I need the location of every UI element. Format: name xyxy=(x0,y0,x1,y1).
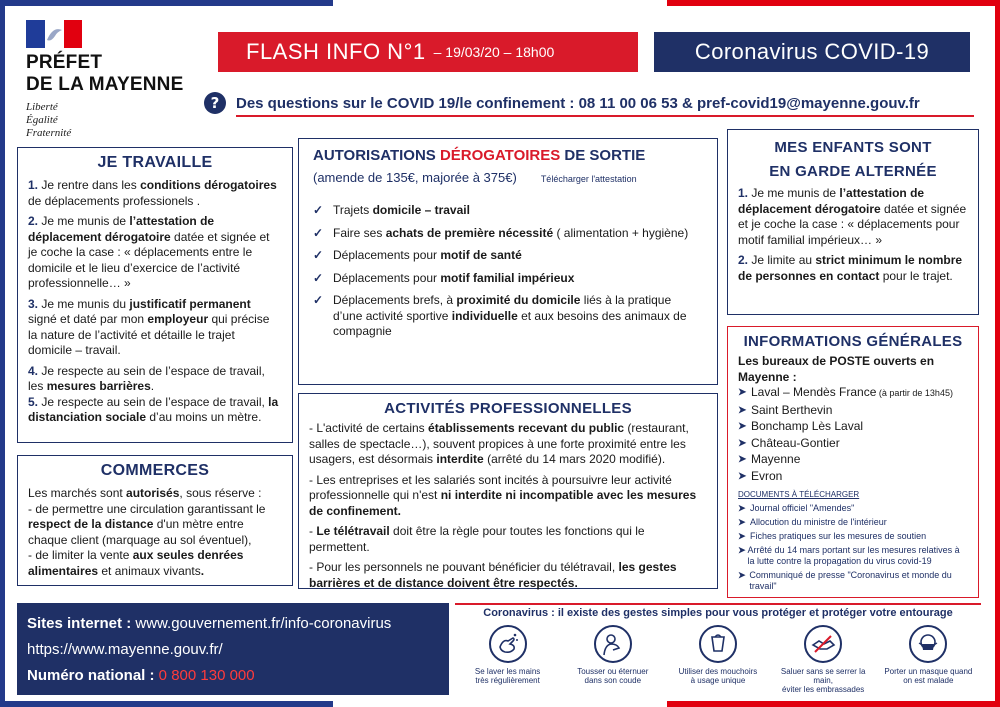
gestes-title: Coronavirus : il existe des gestes simples pour vous protéger et protéger votre entourage xyxy=(483,607,953,619)
checkmark-icon: ✓ xyxy=(313,225,324,240)
document-link[interactable]: ➤ Arrêté du 14 mars portant sur les mesures relatives à la lutte contre la propagation du virus covid-19 xyxy=(738,545,960,566)
list-item: ✓ Déplacements pour motif familial impérieux xyxy=(313,270,575,285)
list-item: ➤ Bonchamp Lès Laval xyxy=(738,419,864,433)
geste-caption: Saluer sans se serrer la main, éviter les embrassades xyxy=(780,667,866,694)
sites-line-1: Sites internet : www.gouvernement.fr/info-coronavirus xyxy=(27,615,392,632)
numero-national-line: Numéro national : 0 800 130 000 xyxy=(27,667,255,684)
activites-title: ACTIVITÉS PROFESSIONNELLES xyxy=(384,400,632,417)
document-link[interactable]: ➤ Communiqué de presse "Coronavirus et monde du travail" xyxy=(738,570,952,591)
travail-item-3: 3. Je me munis du justificatif permanent signé et daté par mon employeur qui précise la nature de l’activité et détaille le trajet domicile – travail. xyxy=(28,296,270,357)
arrow-icon: ➤ xyxy=(738,454,747,465)
marianne-flag-icon xyxy=(26,20,82,48)
question-text: Des questions sur le COVID 19/le confinement : 08 11 00 06 53 & pref-covid19@mayenne.gouv.fr xyxy=(236,94,920,112)
informations-title: INFORMATIONS GÉNÉRALES xyxy=(743,333,963,350)
checkmark-icon: ✓ xyxy=(313,293,324,307)
activites-text xyxy=(309,421,707,591)
arrow-icon: ➤ xyxy=(738,387,747,398)
cough-elbow-icon xyxy=(594,625,632,663)
activites-para-2: - Les entreprises et les salariés sont incités à poursuivre leur activité professionnelle qui n'est ni interdite ni incompatible avec les mesures de confinement. xyxy=(309,472,697,518)
list-item: ➤ Saint Berthevin xyxy=(738,402,833,417)
documents-list xyxy=(738,503,968,592)
autorisations-box xyxy=(298,138,718,385)
enfants-text xyxy=(738,186,968,284)
autorisations-subline xyxy=(313,170,703,185)
commerces-line-1: Les marchés sont autorisés, sous réserve : xyxy=(28,486,262,500)
enfants-item-2: 2. Je limite au strict minimum le nombre de personnes en contact pour le trajet. xyxy=(738,253,963,283)
travail-item-5: 5. Je respecte au sein de l’espace de travail, la distanciation sociale d’au moins un mètre. xyxy=(28,394,279,424)
question-mark-icon: ? xyxy=(204,92,226,114)
arrow-icon: ➤ xyxy=(738,517,746,527)
amende-text: (amende de 135€, majorée à 375€) xyxy=(313,170,517,185)
activites-para-3: - Le télétravail doit être la règle pour toutes les fonctions qui le permettent. xyxy=(309,524,645,554)
devise-egalite: Égalité xyxy=(26,114,58,126)
gestes-barrieres-box xyxy=(455,603,981,695)
covid-banner: Coronavirus COVID-19 xyxy=(654,32,970,72)
arrow-icon: ➤ xyxy=(738,470,747,482)
arrow-icon: ➤ xyxy=(738,421,747,432)
prefet-title-line2: DE LA MAYENNE xyxy=(26,74,184,95)
list-item: ✓ Déplacements pour motif de santé xyxy=(313,248,522,262)
prefet-title-line1: PRÉFET xyxy=(26,52,103,73)
geste-item xyxy=(775,625,871,694)
je-travaille-title: JE TRAVAILLE xyxy=(97,154,213,171)
enfants-box xyxy=(727,129,979,315)
geste-caption: Porter un masque quand on est malade xyxy=(884,667,973,685)
checkmark-icon: ✓ xyxy=(313,203,324,217)
top-flag-strip xyxy=(0,0,1000,6)
arrow-icon: ➤ xyxy=(738,404,747,416)
devise-fraternite: Fraternité xyxy=(26,127,72,139)
travail-item-4: 4. Je respecte au sein de l’espace de travail, les mesures barrières. xyxy=(28,363,265,393)
gestes-row xyxy=(455,625,981,694)
activites-para-1: - L'activité de certains établissements recevant du public (restaurant, salles de spectacle…), souvent propices à une forte proximité entre les usagers, est désormais interdite (arrêté du 14 mars 2020 modifié). xyxy=(309,421,689,466)
question-underline xyxy=(236,115,974,117)
commerces-text xyxy=(28,486,282,579)
commerces-title: COMMERCES xyxy=(100,462,210,479)
arrow-icon: ➤ xyxy=(738,503,746,513)
mask-icon xyxy=(909,625,947,663)
question-line xyxy=(204,90,974,116)
geste-caption: Tousser ou éternuer dans son coude xyxy=(577,667,649,685)
list-item: ➤ Mayenne xyxy=(738,452,801,466)
mayenne-link[interactable]: https://www.mayenne.gouv.fr/ xyxy=(27,641,223,658)
document-link[interactable]: ➤ Journal officiel "Amendes" xyxy=(738,503,855,513)
flash-date: – 19/03/20 – 18h00 xyxy=(433,44,555,60)
list-item: ✓ Déplacements brefs, à proximité du domicile liés à la pratique d’une activité sportive individuelle et aux besoins des animaux de compagnie xyxy=(313,293,687,338)
arrow-icon: ➤ xyxy=(738,531,746,541)
geste-item xyxy=(880,625,976,694)
geste-item xyxy=(460,625,556,694)
geste-item xyxy=(670,625,766,694)
commerces-box xyxy=(17,455,293,586)
bottom-flag-strip xyxy=(0,701,1000,707)
list-item: ➤ Château-Gontier xyxy=(738,435,840,450)
enfants-title: MES ENFANTS SONT EN GARDE ALTERNÉE xyxy=(769,139,937,180)
poste-list xyxy=(738,385,968,484)
telecharger-attestation-link[interactable]: Télécharger l'attestation xyxy=(540,174,637,184)
document-link[interactable]: ➤ Allocution du ministre de l'intérieur xyxy=(738,517,887,527)
geste-caption: Utiliser des mouchoirs à usage unique xyxy=(678,667,758,685)
documents-title: DOCUMENTS À TÉLÉCHARGER xyxy=(738,490,860,499)
devise xyxy=(26,101,216,140)
checkmark-icon: ✓ xyxy=(313,270,324,285)
je-travaille-box xyxy=(17,147,293,443)
list-item: ✓ Trajets domicile – travail xyxy=(313,203,470,217)
flash-info-banner xyxy=(218,32,638,72)
list-item: ➤ Evron xyxy=(738,468,783,483)
enfants-item-1: 1. Je me munis de l’attestation de déplacement dérogatoire datée et signée et je coche la case : « déplacements pour motif familial impérieux… » xyxy=(738,186,967,247)
informations-box xyxy=(727,326,979,598)
activites-box xyxy=(298,393,718,589)
right-border xyxy=(995,0,1000,707)
tissue-icon xyxy=(699,625,737,663)
poste-intro: Les bureaux de POSTE ouverts en Mayenne : xyxy=(738,354,935,384)
arrow-icon: ➤ xyxy=(738,570,746,580)
document-link[interactable]: ➤ Fiches pratiques sur les mesures de soutien xyxy=(738,531,927,541)
devise-liberte: Liberté xyxy=(26,101,58,113)
commerces-line-2: - de permettre une circulation garantissant le respect de la distance d'un mètre entre chaque client (marquage au sol éventuel), xyxy=(28,501,266,547)
list-item: ➤ Laval – Mendès France (à partir de 13h45) xyxy=(738,385,953,399)
travail-item-2: 2. Je me munis de l’attestation de déplacement dérogatoire datée et signée et je coche la case : « déplacements entre le domicile et le lieu d’exercice de l’activité professionnelle… » xyxy=(28,214,270,290)
gouvernement-link[interactable]: www.gouvernement.fr/info-coronavirus xyxy=(131,615,392,632)
list-item: ✓ Faire ses achats de première nécessité ( alimentation + hygiène) xyxy=(313,225,689,240)
je-travaille-text xyxy=(28,178,282,426)
activites-para-4: - Pour les personnels ne pouvant bénéficier du télétravail, les gestes barrières et de distance doivent être respectés. xyxy=(309,560,677,590)
arrow-icon: ➤ xyxy=(738,545,746,555)
autorisations-title: AUTORISATIONS DÉROGATOIRES DE SORTIE xyxy=(313,147,646,164)
prefecture-logo xyxy=(26,20,216,140)
left-border xyxy=(0,0,5,707)
autorisations-list xyxy=(313,203,703,340)
geste-caption: Se laver les mains très régulièrement xyxy=(474,667,541,685)
geste-item xyxy=(565,625,661,694)
checkmark-icon: ✓ xyxy=(313,248,324,262)
commerces-line-3: - de limiter la vente aux seules denrées alimentaires et animaux vivants. xyxy=(28,548,244,578)
travail-item-1: 1. Je rentre dans les conditions dérogatoires de déplacements professionels . xyxy=(28,178,277,208)
flash-title: FLASH INFO N°1 xyxy=(246,39,426,64)
hand-wash-icon xyxy=(489,625,527,663)
sites-internet-box xyxy=(17,603,449,695)
numero-national: 0 800 130 000 xyxy=(154,667,255,684)
arrow-icon: ➤ xyxy=(738,437,747,449)
no-handshake-icon xyxy=(804,625,842,663)
